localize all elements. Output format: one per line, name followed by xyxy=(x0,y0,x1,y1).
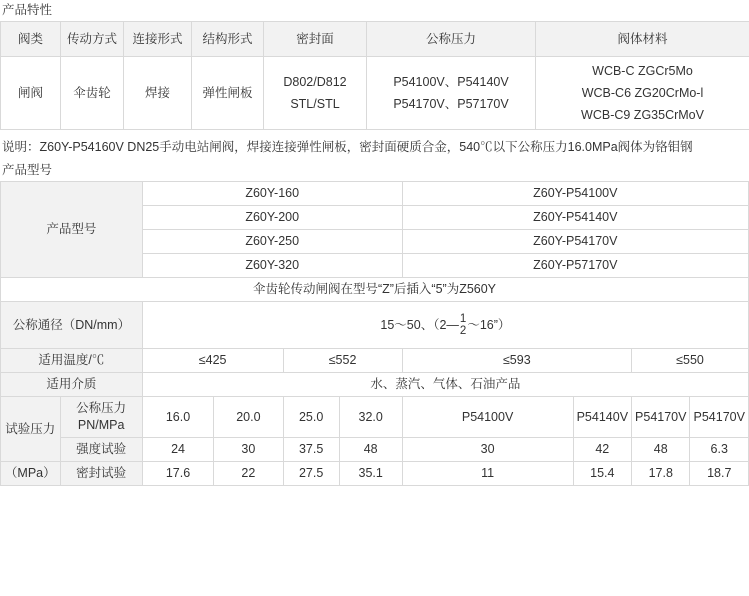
medium-row xyxy=(1,373,749,397)
body-material-line-1: WCB-C ZGCr5Mo xyxy=(592,64,693,78)
cell-nominal-pressure xyxy=(367,57,536,130)
seal-value-4: 35.1 xyxy=(339,462,402,486)
seal-value-3: 27.5 xyxy=(283,462,339,486)
strength-value-7: 48 xyxy=(632,438,690,462)
nominal-pressure-line-2: P54170V、P57170V xyxy=(393,97,509,111)
pn-value-8: P54170V xyxy=(690,397,749,438)
medium-value: 水、蒸汽、气体、石油产品 xyxy=(142,373,748,397)
cell-drive: 伞齿轮 xyxy=(61,57,124,130)
pn-value-7: P54170V xyxy=(632,397,690,438)
seal-value-2: 22 xyxy=(214,462,283,486)
features-section-title: 产品特性 xyxy=(2,3,53,17)
label-model: 产品型号 xyxy=(1,182,143,278)
model-left-4: Z60Y-320 xyxy=(142,254,402,278)
temp-value-2: ≤552 xyxy=(283,349,402,373)
strength-value-1: 24 xyxy=(142,438,213,462)
model-right-1: Z60Y-P54100V xyxy=(402,182,748,206)
label-medium: 适用介质 xyxy=(1,373,143,397)
model-row-1 xyxy=(1,182,749,206)
cell-seal-face xyxy=(264,57,367,130)
model-left-1: Z60Y-160 xyxy=(142,182,402,206)
dn-value xyxy=(142,302,748,349)
cell-connection: 焊接 xyxy=(124,57,192,130)
body-material-line-2: WCB-C6 ZG20CrMo-l xyxy=(581,86,704,100)
model-note: 伞齿轮传动闸阀在型号“Z”后插入“5”为Z560Y xyxy=(1,278,749,302)
header-nominal-pressure: 公称压力 xyxy=(367,22,536,57)
dn-fraction xyxy=(460,313,466,337)
model-left-3: Z60Y-250 xyxy=(142,230,402,254)
header-structure: 结构形式 xyxy=(192,22,264,57)
model-table xyxy=(0,181,749,486)
seal-row xyxy=(1,462,749,486)
label-test-pressure: 试验压力 xyxy=(1,397,61,462)
cell-structure: 弹性闸板 xyxy=(192,57,264,130)
pn-row xyxy=(1,397,749,438)
features-table xyxy=(0,21,749,130)
model-right-2: Z60Y-P54140V xyxy=(402,206,748,230)
strength-value-5: 30 xyxy=(402,438,573,462)
dn-row xyxy=(1,302,749,349)
model-left-2: Z60Y-200 xyxy=(142,206,402,230)
strength-value-8: 6.3 xyxy=(690,438,749,462)
seal-face-line-1: D802/D812 xyxy=(283,75,347,89)
cell-body-material xyxy=(536,57,749,130)
description-note: 说明：Z60Y-P54160V DN25手动电站闸阀，焊接连接弹性闸板，密封面硬质合金，540℃以下公称压力16.0MPa阀体为铬钼钢 xyxy=(2,140,693,154)
features-header-row xyxy=(1,22,749,57)
pn-value-1: 16.0 xyxy=(142,397,213,438)
label-pn: 公称压力 PN/MPa xyxy=(60,397,142,438)
label-seal: 密封试验 xyxy=(60,462,142,486)
seal-value-8: 18.7 xyxy=(690,462,749,486)
header-connection: 连接形式 xyxy=(124,22,192,57)
seal-value-1: 17.6 xyxy=(142,462,213,486)
model-section-title: 产品型号 xyxy=(2,163,53,177)
label-temp: 适用温度/℃ xyxy=(1,349,143,373)
nominal-pressure-line-1: P54100V、P54140V xyxy=(393,75,509,89)
cell-valve-type: 闸阀 xyxy=(1,57,61,130)
temp-value-1: ≤425 xyxy=(142,349,283,373)
seal-value-6: 15.4 xyxy=(573,462,631,486)
temp-value-4: ≤550 xyxy=(632,349,749,373)
header-body-material: 阀体材料 xyxy=(536,22,749,57)
body-material-line-3: WCB-C9 ZG35CrMoV xyxy=(581,108,704,122)
header-drive: 传动方式 xyxy=(61,22,124,57)
seal-value-7: 17.8 xyxy=(632,462,690,486)
label-strength: 强度试验 xyxy=(60,438,142,462)
temp-value-3: ≤593 xyxy=(402,349,631,373)
label-test-pressure-unit: （MPa） xyxy=(1,462,61,486)
pn-value-6: P54140V xyxy=(573,397,631,438)
strength-value-6: 42 xyxy=(573,438,631,462)
dn-fraction-numerator: 1 xyxy=(459,312,467,325)
strength-value-2: 30 xyxy=(214,438,283,462)
model-right-4: Z60Y-P57170V xyxy=(402,254,748,278)
pn-value-4: 32.0 xyxy=(339,397,402,438)
pn-value-5: P54100V xyxy=(402,397,573,438)
features-data-row xyxy=(1,57,749,130)
dn-prefix: 15～50、（2 xyxy=(380,317,447,332)
header-seal-face: 密封面 xyxy=(264,22,367,57)
strength-row xyxy=(1,438,749,462)
seal-face-line-2: STL/STL xyxy=(290,97,340,111)
pn-value-2: 20.0 xyxy=(214,397,283,438)
seal-value-5: 11 xyxy=(402,462,573,486)
label-dn: 公称通径（DN/mm） xyxy=(1,302,143,349)
header-valve-type: 阀类 xyxy=(1,22,61,57)
temp-row xyxy=(1,349,749,373)
dn-dash: — xyxy=(446,317,459,332)
model-note-row xyxy=(1,278,749,302)
pn-value-3: 25.0 xyxy=(283,397,339,438)
strength-value-4: 48 xyxy=(339,438,402,462)
dn-fraction-denominator: 2 xyxy=(459,325,467,337)
strength-value-3: 37.5 xyxy=(283,438,339,462)
dn-suffix: ～16”） xyxy=(467,317,511,332)
model-right-3: Z60Y-P54170V xyxy=(402,230,748,254)
